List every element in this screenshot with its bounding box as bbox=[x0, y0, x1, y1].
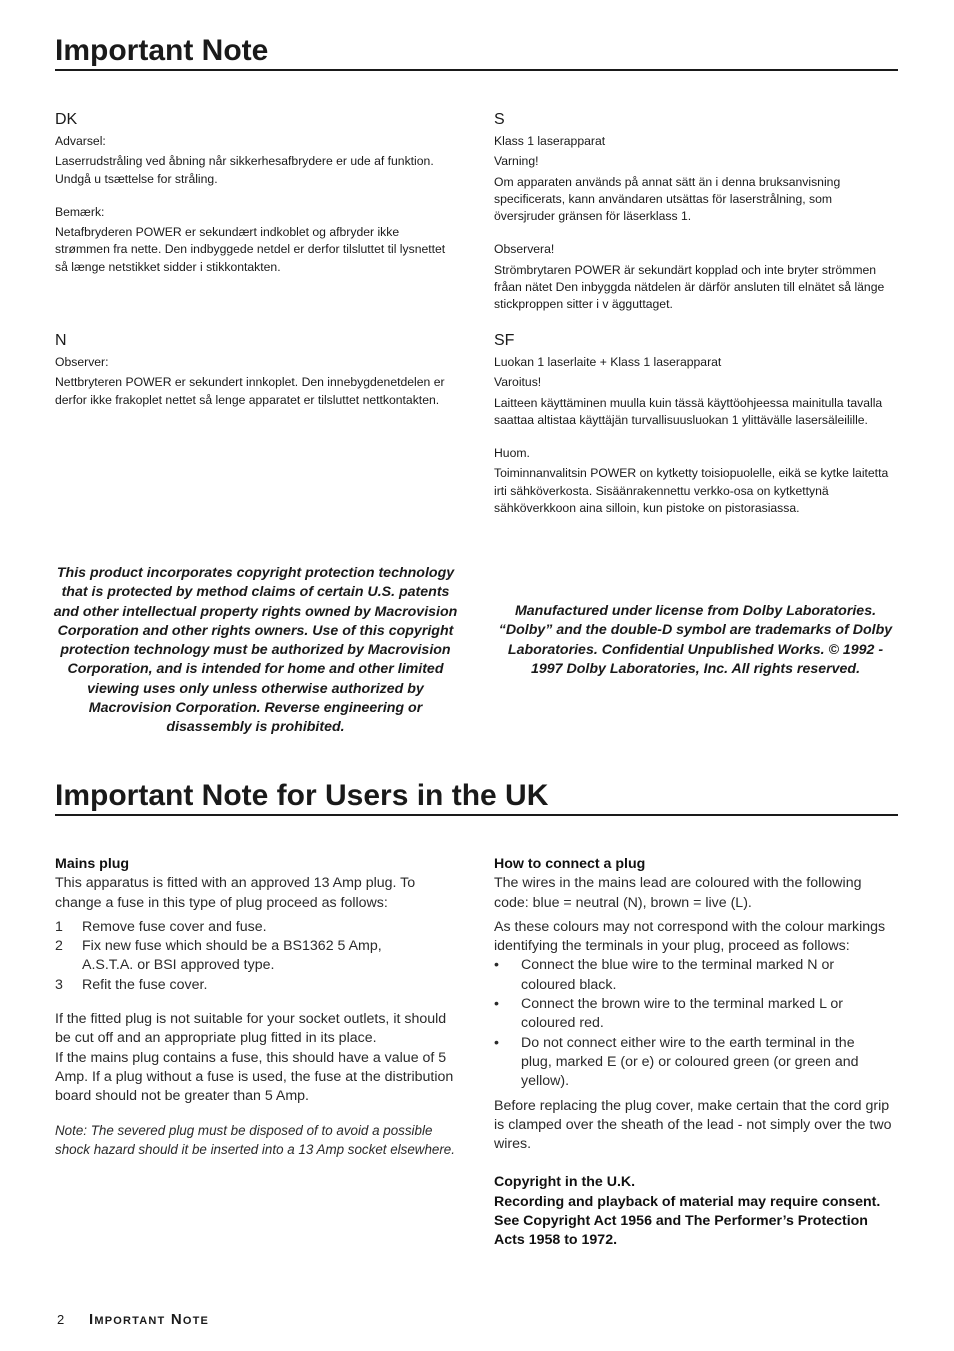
page-number: 2 bbox=[57, 1312, 65, 1327]
n-observer-text: Nettbryteren POWER er sekundert innkoplet. Den innebygdenetdelen er derfor ikke frakoplet nettet så lenge apparatet er tilsluttet nettkontakten. bbox=[55, 375, 445, 407]
wiring-instructions-list bbox=[494, 956, 898, 1091]
bullet-text: Do not connect either wire to the earth terminal in the plug, marked E (or e) or coloured green (or green and yellow). bbox=[521, 1034, 859, 1090]
mains-plug-paragraph-1: If the fitted plug is not suitable for your socket outlets, it should be cut off and an appropriate plug fitted in its place. bbox=[55, 1011, 447, 1047]
language-code-n: N bbox=[55, 332, 67, 349]
mains-plug-section bbox=[55, 855, 460, 1160]
dk-note-text: Netafbryderen POWER er sekundært indkoblet og afbryder ikke strømmen fra nette. Den indbyggede netdel er derfor tilsluttet til lysnettet så længe netstikket sidder i stikkontakten. bbox=[55, 225, 446, 274]
copyright-heading: Copyright in the U.K. bbox=[494, 1174, 636, 1191]
list-item bbox=[55, 976, 460, 995]
macrovision-notice: This product incorporates copyright protection technology that is protected by method claims of certain U.S. patents and other intellectual property rights owned by Macrovision Corporation and other rights owners. Use of this copyright protection technology must be authorized by Macrovision Corporation, and is intended for home and other limited viewing uses only unless otherwise authorized by Macrovision Corporation. Reverse engineering or disassembly is prohibited. bbox=[53, 565, 458, 736]
step-text: Refit the fuse cover. bbox=[82, 976, 208, 993]
list-item bbox=[494, 995, 898, 1034]
sf-note-label: Huom. bbox=[494, 446, 530, 461]
s-warning-label: Varning! bbox=[494, 154, 539, 169]
dolby-notice: Manufactured under license from Dolby Laboratories. “Dolby” and the double-D symbol are trademarks of Dolby Laboratories. Confidential Unpublished Works. © 1992 - 1997 Dolby Laboratories, Inc. All rights reserved. bbox=[498, 603, 893, 677]
section-s bbox=[494, 110, 894, 314]
mains-plug-note: Note: The severed plug must be disposed of to avoid a possible shock hazard should it be inserted into a 13 Amp socket elsewhere. bbox=[55, 1122, 455, 1158]
step-text: Fix new fuse which should be a BS1362 5 Amp, A.S.T.A. or BSI approved type. bbox=[82, 938, 382, 974]
page-title: Important Note bbox=[55, 33, 898, 71]
uk-section-title: Important Note for Users in the UK bbox=[55, 778, 898, 816]
section-dk bbox=[55, 110, 455, 276]
section-n bbox=[55, 331, 460, 409]
s-class-label: Klass 1 laserapparat bbox=[494, 134, 606, 148]
language-code-dk: DK bbox=[55, 111, 78, 128]
list-item bbox=[494, 956, 898, 995]
connect-plug-paragraph-2: As these colours may not correspond with the colour markings identifying the terminals in your plug, proceed as follows: bbox=[494, 918, 886, 955]
copyright-text: Recording and playback of material may require consent. See Copyright Act 1956 and The Performer’s Protection Acts 1958 to 1972. bbox=[494, 1193, 881, 1249]
page-footer bbox=[57, 1310, 209, 1330]
language-code-s: S bbox=[494, 111, 505, 128]
dk-warning-label: Advarsel: bbox=[55, 134, 106, 148]
step-number: 1 bbox=[55, 918, 63, 935]
sf-class-label: Luokan 1 laserlaite + Klass 1 laserapparat bbox=[494, 355, 722, 369]
bullet-icon: • bbox=[494, 957, 499, 974]
step-number: 2 bbox=[55, 938, 63, 955]
connect-plug-section bbox=[494, 855, 898, 1251]
sf-warning-text: Laitteen käyttäminen muulla kuin tässä käyttöohjeessa mainitulla tavalla saattaa altistaa käyttäjän turvallisuusluokan 1 ylittävälle lasersäleilille. bbox=[494, 395, 883, 427]
list-item bbox=[494, 1034, 898, 1092]
fuse-steps-list bbox=[55, 918, 460, 995]
bullet-icon: • bbox=[494, 1034, 499, 1051]
connect-plug-paragraph-1: The wires in the mains lead are coloured with the following code: blue = neutral (N), brown = live (L). bbox=[494, 875, 862, 911]
dk-note-label: Bemærk: bbox=[55, 204, 105, 219]
language-code-sf: SF bbox=[494, 332, 515, 349]
mains-plug-heading: Mains plug bbox=[55, 856, 130, 872]
s-warning-text: Om apparaten används på annat sätt än i denna bruksanvisning specificerats, kann användaren utsättas för laserstrålning, som översjruder gränsen för läserklass 1. bbox=[494, 174, 841, 224]
connect-plug-paragraph-3: Before replacing the plug cover, make certain that the cord grip is clamped over the sheath of the lead - not simply over the two wires. bbox=[494, 1097, 892, 1153]
step-number: 3 bbox=[55, 976, 63, 993]
s-note-label: Observera! bbox=[494, 242, 555, 257]
connect-plug-heading: How to connect a plug bbox=[494, 856, 646, 872]
step-text: Remove fuse cover and fuse. bbox=[82, 918, 267, 935]
list-item bbox=[55, 918, 460, 937]
bullet-icon: • bbox=[494, 996, 499, 1013]
sf-warning-label: Varoitus! bbox=[494, 375, 542, 390]
bullet-text: Connect the brown wire to the terminal marked L or coloured red. bbox=[521, 996, 843, 1032]
mains-plug-intro: This apparatus is fitted with an approved 13 Amp plug. To change a fuse in this type of plug proceed as follows: bbox=[55, 875, 416, 911]
s-note-text: Strömbrytaren POWER är sekundärt kopplad och inte bryter strömmen fråan nätet Den inbyggda nätdelen är därför ansluten till elnätet så länge stickproppen sitter i v ägguttaget. bbox=[494, 262, 885, 312]
n-observer-label: Observer: bbox=[55, 355, 109, 369]
sf-note-text: Toiminnanvalitsin POWER on kytketty toisiopuolelle, eikä se kytke laitetta irti sähköverkosta. Sisäänrakennettu verkko-osa on kytkettynä sähköverkkoon aina silloin, kun pistoke on pistorasiassa. bbox=[494, 466, 889, 516]
footer-title: Important Note bbox=[89, 1311, 210, 1328]
section-sf bbox=[494, 331, 894, 517]
list-item bbox=[55, 937, 460, 976]
mains-plug-paragraph-2: If the mains plug contains a fuse, this should have a value of 5 Amp. If a plug without a fuse is used, the fuse at the distribution board should not be greater than 5 Amp. bbox=[55, 1049, 454, 1105]
dk-warning-text: Laserrudstråling ved åbning når sikkerhesafbrydere er ude af funktion. Undgå u tsættelse for stråling. bbox=[55, 154, 434, 186]
bullet-text: Connect the blue wire to the terminal marked N or coloured black. bbox=[521, 957, 835, 993]
